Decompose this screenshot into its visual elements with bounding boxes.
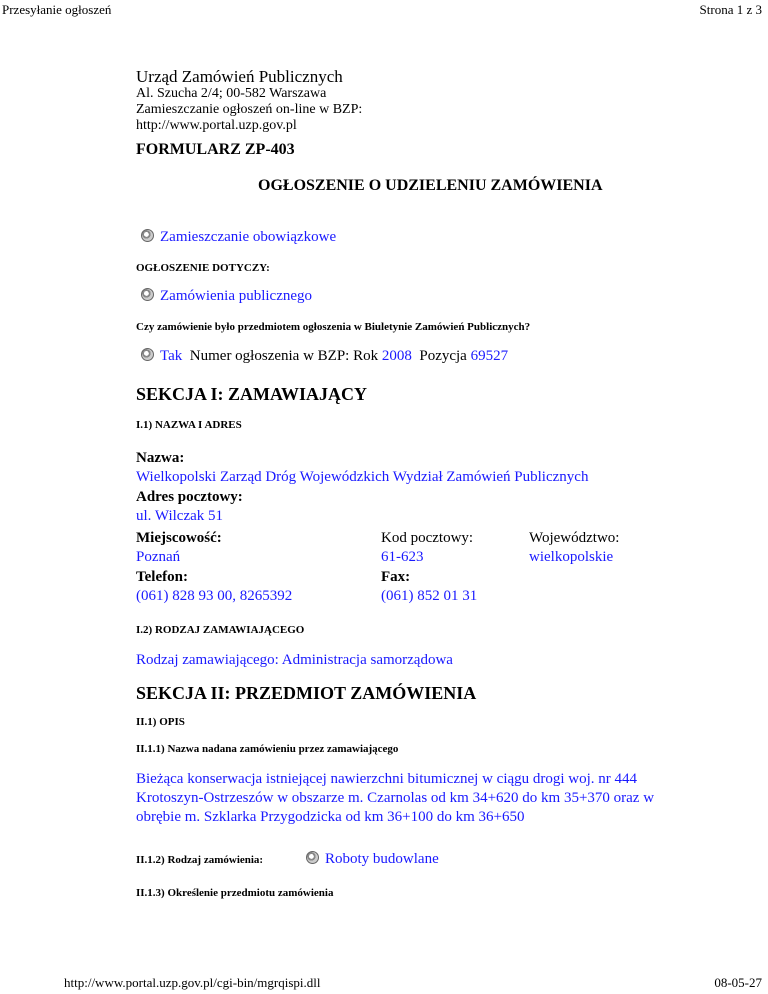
section1-sub2: I.2) RODZAJ ZAMAWIAJĄCEGO <box>136 624 305 636</box>
radio-icon <box>306 851 319 864</box>
concerns-option[interactable] <box>141 288 312 305</box>
postal-label: Kod pocztowy: <box>381 530 474 546</box>
radio-icon <box>141 348 154 361</box>
section2-sub13: II.1.3) Określenie przedmiotu zamówienia <box>136 887 334 899</box>
province-value: wielkopolskie <box>529 549 614 565</box>
fax-value: (061) 852 01 31 <box>381 588 478 604</box>
postal-value: 61-623 <box>381 549 424 565</box>
order-type: Roboty budowlane <box>325 851 439 867</box>
placement-label: Zamieszczanie obowiązkowe <box>160 229 337 245</box>
section2-sub12: II.1.2) Rodzaj zamówienia: <box>136 854 264 866</box>
name-value: Wielkopolski Zarząd Dróg Wojewódzkich Wydział Zamówień Publicznych <box>136 469 589 485</box>
org-url: http://www.portal.uzp.gov.pl <box>136 118 297 133</box>
concerns-label: OGŁOSZENIE DOTYCZY: <box>136 262 270 274</box>
footer-url: http://www.portal.uzp.gov.pl/cgi-bin/mgrqispi.dll <box>64 975 321 990</box>
page-header-title: Przesyłanie ogłoszeń <box>2 2 112 17</box>
bzp-text2: Pozycja <box>419 348 467 364</box>
address-label: Adres pocztowy: <box>136 489 243 505</box>
org-name: Urząd Zamówień Publicznych <box>136 67 343 86</box>
bzp-year: 2008 <box>381 348 412 364</box>
concerns-option-label: Zamówienia publicznego <box>160 288 313 304</box>
radio-icon <box>141 229 154 242</box>
section2-sub11: II.1.1) Nazwa nadana zamówieniu przez zamawiającego <box>136 743 399 755</box>
bzp-answer: Tak <box>160 348 183 364</box>
placement-option[interactable] <box>141 229 336 246</box>
section1-title: SEKCJA I: ZAMAWIAJĄCY <box>136 384 368 404</box>
phone-value: (061) 828 93 00, 8265392 <box>136 588 293 604</box>
contracting-type: Rodzaj zamawiającego: Administracja samorządowa <box>136 652 453 668</box>
city-value: Poznań <box>136 549 181 565</box>
fax-label: Fax: <box>381 569 411 585</box>
radio-icon <box>141 288 154 301</box>
bzp-text1: Numer ogłoszenia w BZP: Rok <box>189 348 379 364</box>
address-value: ul. Wilczak 51 <box>136 508 224 524</box>
footer-date: 08-05-27 <box>714 975 762 990</box>
section2-sub1: II.1) OPIS <box>136 716 185 728</box>
city-label: Miejscowość: <box>136 530 222 546</box>
order-type-option[interactable] <box>306 851 439 868</box>
name-label: Nazwa: <box>136 450 185 466</box>
bzp-question: Czy zamówienie było przedmiotem ogłoszenia w Biuletynie Zamówień Publicznych? <box>136 321 531 333</box>
form-title: FORMULARZ ZP-403 <box>136 141 295 158</box>
order-name: Bieżąca konserwacja istniejącej nawierzchni bitumicznej w ciągu drogi woj. nr 444 Krotoszyn-Ostrzeszów w obszarze m. Czarnolas od km 34+620 do km 35+370 oraz w obrębie m. Szklarka Przygodzicka od km 36+100 do km 36+650 <box>136 771 655 825</box>
page-number: Strona 1 z 3 <box>699 2 762 17</box>
org-info: Zamieszczanie ogłoszeń on-line w BZP: <box>136 102 363 117</box>
org-address: Al. Szucha 2/4; 00-582 Warszawa <box>136 86 327 101</box>
bzp-position: 69527 <box>470 348 509 364</box>
announce-title: OGŁOSZENIE O UDZIELENIU ZAMÓWIENIA <box>258 177 603 194</box>
bzp-answer-row[interactable] <box>141 348 508 365</box>
section1-sub1: I.1) NAZWA I ADRES <box>136 419 242 431</box>
section2-title: SEKCJA II: PRZEDMIOT ZAMÓWIENIA <box>136 683 477 703</box>
province-label: Województwo: <box>529 530 620 546</box>
phone-label: Telefon: <box>136 569 188 585</box>
